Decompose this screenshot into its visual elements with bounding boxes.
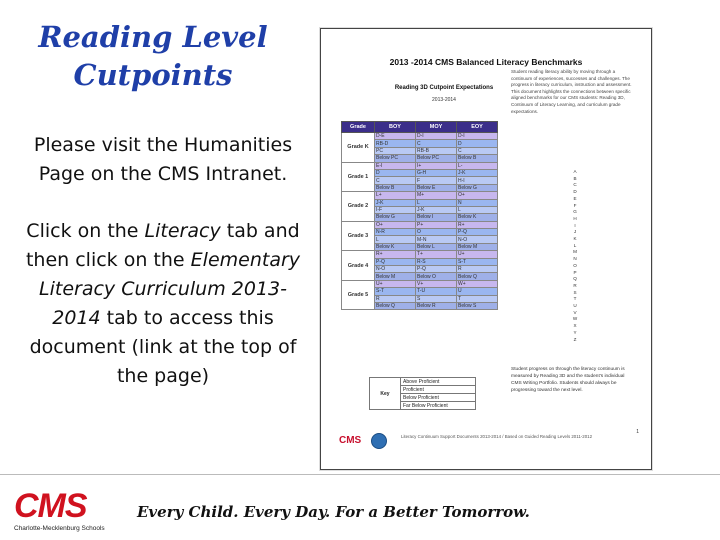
benchmarks-document-image (320, 28, 652, 470)
curriculum-tab-name: Elementary Literacy Curriculum 2013-2014 (39, 249, 301, 329)
boy-header: BOY (375, 122, 416, 133)
instruction-part-a: Click on the (26, 220, 145, 242)
key-far-below: Far Below Proficient (401, 402, 476, 410)
table-cell: C (375, 177, 416, 184)
level-letter: U (573, 303, 577, 309)
cms-logo-subtitle: Charlotte-Mecklenburg Schools (14, 525, 105, 532)
table-cell: Below M (457, 243, 498, 250)
table-cell: J-K (375, 199, 416, 206)
table-cell: Below G (457, 184, 498, 191)
table-cell: Below K (375, 243, 416, 250)
level-letter: B (573, 175, 577, 181)
level-letter: F (573, 202, 577, 208)
table-cell: P-Q (457, 229, 498, 236)
table-cell: Below PC (375, 155, 416, 162)
level-letters (572, 169, 578, 343)
table-row (342, 162, 498, 169)
table-cell: T+ (416, 251, 457, 258)
table-cell: P-Q (416, 266, 457, 273)
level-letter: N (573, 256, 577, 262)
table-cell: I-F (375, 206, 416, 213)
table-cell: J-K (457, 169, 498, 176)
table-cell: L+ (375, 192, 416, 199)
level-letter: S (573, 289, 577, 295)
table-cell: N-O (375, 266, 416, 273)
table-cell: D-E (375, 133, 416, 140)
table-cell: M-N (416, 236, 457, 243)
level-letter: R (573, 282, 577, 288)
key-below: Below Proficient (401, 394, 476, 402)
table-cell: W+ (457, 280, 498, 287)
table-cell: R (375, 295, 416, 302)
table-cell: Below O (416, 273, 457, 280)
table-cell: P-Q (375, 258, 416, 265)
instruction-part-c: tab to access this document (link at the top of the page) (29, 307, 297, 387)
table-cell: RB-D (375, 140, 416, 147)
level-letter: Y (573, 329, 577, 335)
instruction-part-b: tab and then click on the (25, 220, 300, 271)
seal-icon (371, 433, 387, 449)
level-letter: J (573, 229, 577, 235)
table-cell: P+ (416, 221, 457, 228)
slide-title (18, 18, 288, 94)
footer-tagline: Every Child. Every Day. For a Better Tomorrow. (137, 503, 530, 521)
level-letter: W (572, 316, 578, 322)
table-cell: F (416, 177, 457, 184)
table-cell: D-I (416, 133, 457, 140)
grade-label: Grade K (342, 133, 375, 163)
table-cell: R (457, 266, 498, 273)
level-letter: I (574, 222, 576, 228)
table-cell: Below R (416, 302, 457, 309)
moy-header: MOY (416, 122, 457, 133)
grade-label: Grade 1 (342, 162, 375, 192)
table-cell: RB-B (416, 147, 457, 154)
table-cell: N (457, 199, 498, 206)
grade-label: Grade 2 (342, 192, 375, 222)
table-cell: L- (457, 162, 498, 169)
slide-title-line1: Reading Level (38, 20, 268, 54)
table-cell: Below K (457, 214, 498, 221)
table-row (342, 280, 498, 287)
grade-header: Grade (342, 122, 375, 133)
cms-logo (14, 485, 129, 535)
level-letter: G (573, 209, 577, 215)
table-cell: D (375, 169, 416, 176)
level-letter: T (573, 296, 577, 302)
table-cell: L (375, 236, 416, 243)
table-cell: Below Q (457, 273, 498, 280)
eoy-header: EOY (457, 122, 498, 133)
table-cell: S (416, 295, 457, 302)
table-cell: Below L (416, 243, 457, 250)
level-letter: Z (573, 336, 577, 342)
table-cell: E-I (375, 162, 416, 169)
table-cell: H-I (457, 177, 498, 184)
table-cell: U (457, 288, 498, 295)
table-cell: J-K (416, 206, 457, 213)
table-cell: I+ (416, 162, 457, 169)
document-page-number: 1 (636, 429, 639, 435)
level-letter: L (573, 242, 577, 248)
table-row (342, 221, 498, 228)
table-cell: N-R (375, 229, 416, 236)
table-cell: U+ (457, 251, 498, 258)
level-letter: P (573, 269, 577, 275)
table-cell: L (416, 199, 457, 206)
document-intro-text: Student reading literacy ability by moving through a continuum of experiences, successes and challenges. The progress in literacy curriculum, instruction and assessment. This document highlights the connections between specific aligned benchmarks for our CMS students: Reading 3D, Continuum of Literacy Learning, and curriculum grade expectations. (511, 69, 632, 114)
navigation-instruction (18, 217, 308, 391)
progress-text: Student progress on through the literacy continuum is measured by Reading 3D and the student's individual CMS Writing Portfolio. Students should always be progressing toward the next level. (511, 367, 625, 393)
key-proficient: Proficient (401, 386, 476, 394)
literacy-tab-name: Literacy (144, 220, 221, 242)
table-row (342, 192, 498, 199)
slide-title-line2: Cutpoints (73, 58, 233, 92)
level-letter: C (573, 182, 577, 188)
document-title: 2013 -2014 CMS Balanced Literacy Benchmarks (389, 57, 583, 67)
table-cell: R+ (375, 251, 416, 258)
table-cell: R+ (457, 221, 498, 228)
level-letter: O (573, 262, 577, 268)
table-cell: T-U (416, 288, 457, 295)
level-letter: A (573, 169, 577, 174)
document-year: 2013-2014 (432, 97, 456, 103)
table-cell: PC (375, 147, 416, 154)
table-cell: T (457, 295, 498, 302)
document-footer-text: Literacy Continuum Support Documents 2013-2014 / Based on Guided Reading Levels 2011-2012 (401, 434, 593, 439)
table-cell: V+ (416, 280, 457, 287)
table-row (342, 133, 498, 140)
table-cell: Below S (457, 302, 498, 309)
footer-divider (0, 474, 720, 475)
table-cell: N-O (457, 236, 498, 243)
table-row (342, 251, 498, 258)
cutpoint-table (341, 121, 498, 310)
table-cell: G-H (416, 169, 457, 176)
table-cell: O+ (375, 221, 416, 228)
table-cell: Below E (416, 184, 457, 191)
table-cell: U+ (375, 280, 416, 287)
table-cell: Below B (457, 155, 498, 162)
table-cell: L (457, 206, 498, 213)
level-letter: V (573, 309, 577, 315)
grade-label: Grade 5 (342, 280, 375, 310)
document-cms-logo: CMS (339, 435, 362, 446)
key-above: Above Proficient (401, 378, 476, 386)
table-cell: D (457, 140, 498, 147)
level-letter: M (573, 249, 577, 255)
table-cell: S-T (375, 288, 416, 295)
table-cell: Below PC (416, 155, 457, 162)
table-cell: Below I (416, 214, 457, 221)
color-key (369, 377, 476, 410)
table-cell: C (416, 140, 457, 147)
table-cell: R-S (416, 258, 457, 265)
intranet-instruction: Please visit the Humanities Page on the CMS Intranet. (33, 134, 293, 185)
grade-label: Grade 3 (342, 221, 375, 251)
level-letter: E (573, 195, 577, 201)
cms-logo-text: CMS (14, 487, 87, 525)
level-letter: H (573, 215, 577, 221)
grade-label: Grade 4 (342, 251, 375, 281)
table-cell: Below Q (375, 302, 416, 309)
level-letter: K (573, 236, 577, 242)
table-cell: Below M (375, 273, 416, 280)
table-cell: C (457, 147, 498, 154)
table-cell: O+ (457, 192, 498, 199)
table-cell: S-T (457, 258, 498, 265)
table-cell: M+ (416, 192, 457, 199)
table-cell: O (416, 229, 457, 236)
level-letter: X (573, 323, 577, 329)
level-letter: Q (573, 276, 577, 282)
document-subtitle: Reading 3D Cutpoint Expectations (394, 85, 494, 91)
table-cell: Below G (375, 214, 416, 221)
table-cell: Below B (375, 184, 416, 191)
table-cell: D-I (457, 133, 498, 140)
key-label: Key (370, 378, 401, 410)
level-letter: D (573, 189, 577, 195)
